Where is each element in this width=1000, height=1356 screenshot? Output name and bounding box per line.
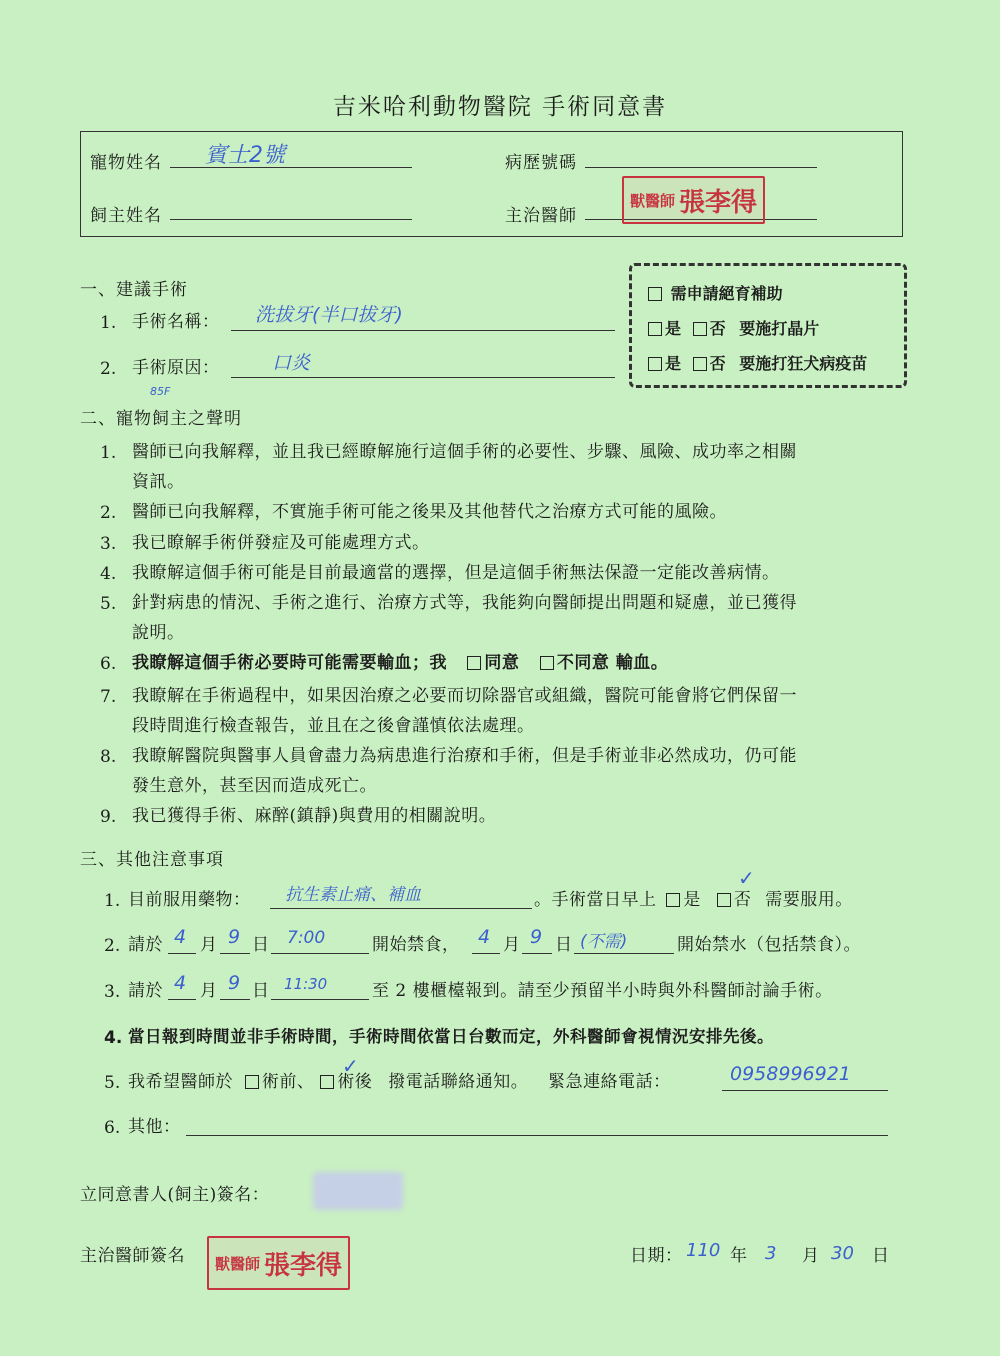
surgery-reason-line bbox=[231, 377, 615, 378]
doctor-stamp bbox=[622, 176, 765, 224]
checkin-time-value[interactable]: 11:30 bbox=[284, 975, 328, 993]
note-3-num: 3. bbox=[104, 982, 121, 1002]
statement-8-line2: 發生意外，甚至因而造成死亡。 bbox=[132, 776, 377, 796]
water-time-line bbox=[574, 953, 674, 954]
post-op-label: 術後 bbox=[337, 1072, 373, 1092]
fasting-month-line bbox=[168, 953, 196, 954]
checkmark-icon: ✓ bbox=[342, 1054, 359, 1078]
surgery-reason-num: 2. bbox=[100, 359, 117, 379]
note-4-text: 當日報到時間並非手術時間，手術時間依當日台數而定，外科醫師會視情況安排先後。 bbox=[128, 1027, 774, 1046]
statement-1-num: 1. bbox=[100, 443, 117, 463]
statement-7-line1: 我瞭解在手術過程中，如果因治療之必要而切除器官或組織，醫院可能會將它們保留一 bbox=[132, 686, 797, 706]
record-number-line[interactable] bbox=[585, 167, 817, 168]
medication-after-text: 。手術當日早上 bbox=[534, 890, 657, 910]
checkin-month-unit: 月 bbox=[200, 981, 218, 1001]
medication-no-checkbox[interactable] bbox=[717, 893, 731, 907]
microchip-yes-label: 是 bbox=[665, 319, 682, 338]
medication-yes-checkbox[interactable] bbox=[666, 893, 680, 907]
sterilization-subsidy-option[interactable] bbox=[648, 281, 783, 304]
statement-9-line1: 我已獲得手術、麻醉(鎮靜)與費用的相關說明。 bbox=[132, 806, 497, 826]
section2-heading: 二、寵物飼主之聲明 bbox=[80, 409, 242, 429]
signature-stamp-name: 張李得 bbox=[264, 1250, 343, 1281]
fasting-day-unit: 日 bbox=[252, 935, 270, 955]
rabies-no-label: 否 bbox=[709, 354, 726, 373]
rabies-option[interactable] bbox=[648, 351, 867, 374]
statement-1-line1: 醫師已向我解釋，並且我已經瞭解施行這個手術的必要性、步驟、風險、成功率之相關 bbox=[132, 442, 797, 462]
date-month-unit: 月 bbox=[802, 1246, 820, 1266]
water-day-value[interactable]: 9 bbox=[530, 926, 543, 948]
water-month-line bbox=[472, 953, 500, 954]
pet-name-value[interactable]: 賓士2號 bbox=[205, 143, 285, 168]
doctor-signature-stamp bbox=[207, 1236, 350, 1290]
surgery-name-num: 1. bbox=[100, 313, 117, 333]
medication-label: 目前服用藥物： bbox=[128, 890, 251, 910]
medication-question bbox=[534, 885, 853, 915]
microchip-no-label: 否 bbox=[709, 319, 726, 338]
rabies-yes-label: 是 bbox=[665, 354, 682, 373]
statement-7-num: 7. bbox=[100, 687, 117, 707]
water-day-unit: 日 bbox=[555, 935, 573, 955]
statement-1-line2: 資訊。 bbox=[132, 472, 185, 492]
statement-3-num: 3. bbox=[100, 534, 117, 554]
notify-prefix: 我希望醫師於 bbox=[128, 1072, 233, 1092]
doctor-signature-label: 主治醫師簽名 bbox=[80, 1246, 185, 1266]
owner-name-label: 飼主姓名 bbox=[90, 206, 162, 226]
statement-8-num: 8. bbox=[100, 747, 117, 767]
section3-heading: 三、其他注意事項 bbox=[80, 850, 224, 870]
fasting-start-text: 開始禁食， bbox=[372, 935, 460, 955]
rabies-label: 要施打狂犬病疫苗 bbox=[739, 354, 868, 373]
checkin-month-line bbox=[168, 999, 196, 1000]
fasting-time-value[interactable]: 7:00 bbox=[287, 928, 326, 948]
note-2-num: 2. bbox=[104, 936, 121, 956]
fasting-day-value[interactable]: 9 bbox=[228, 926, 241, 948]
statement-7-line2: 段時間進行檢查報告，並且在之後會謹慎依法處理。 bbox=[132, 716, 535, 736]
pre-op-label: 術前、 bbox=[261, 1072, 315, 1092]
surgery-name-value[interactable]: 洗拔牙(半口拔牙) bbox=[255, 304, 403, 326]
medication-value[interactable]: 抗生素止痛、補血 bbox=[285, 885, 421, 905]
statement-6-num: 6. bbox=[100, 654, 117, 674]
checkin-day-value[interactable]: 9 bbox=[228, 972, 241, 994]
microchip-option[interactable] bbox=[648, 316, 819, 339]
emergency-phone-label: 緊急連絡電話： bbox=[548, 1072, 671, 1092]
checkin-time-line bbox=[271, 999, 369, 1000]
owner-signature-label: 立同意書人(飼主)簽名： bbox=[80, 1185, 270, 1205]
fasting-time-line bbox=[271, 953, 369, 954]
microchip-yes-checkbox[interactable] bbox=[648, 322, 662, 336]
owner-name-line[interactable] bbox=[170, 219, 412, 220]
surgery-name-line bbox=[231, 330, 615, 331]
record-number-label: 病歷號碼 bbox=[505, 153, 577, 173]
checkmark-icon: ✓ bbox=[738, 866, 755, 890]
notify-line bbox=[128, 1067, 671, 1097]
water-day-line bbox=[522, 953, 552, 954]
date-year-unit: 年 bbox=[730, 1246, 748, 1266]
surgery-name-label: 手術名稱： bbox=[132, 312, 220, 332]
pre-op-checkbox[interactable] bbox=[245, 1075, 259, 1089]
emergency-phone-value[interactable]: 0958996921 bbox=[730, 1063, 851, 1085]
fasting-day-line bbox=[220, 953, 250, 954]
note-5-num: 5. bbox=[104, 1073, 121, 1093]
note-6-num: 6. bbox=[104, 1118, 121, 1138]
other-line[interactable] bbox=[186, 1135, 888, 1136]
statement-2-num: 2. bbox=[100, 503, 117, 523]
phone-line bbox=[722, 1090, 888, 1091]
notify-text: 撥電話聯絡通知。 bbox=[388, 1072, 529, 1092]
date-day-unit: 日 bbox=[872, 1246, 890, 1266]
statement-4-line1: 我瞭解這個手術可能是目前最適當的選擇，但是這個手術無法保證一定能改善病情。 bbox=[132, 563, 780, 583]
checkin-day-unit: 日 bbox=[252, 981, 270, 1001]
statement-8-line1: 我瞭解醫院與醫事人員會盡力為病患進行治療和手術，但是手術並非必然成功，仍可能 bbox=[132, 746, 797, 766]
statement-5-line1: 針對病患的情況、手術之進行、治療方式等，我能夠向醫師提出問題和疑慮，並已獲得 bbox=[132, 593, 797, 613]
other-label: 其他： bbox=[128, 1117, 181, 1137]
note-4-num: 4. bbox=[104, 1028, 123, 1048]
checkin-month-value[interactable]: 4 bbox=[174, 972, 187, 994]
checkin-day-line bbox=[220, 999, 250, 1000]
document-title: 吉米哈利動物醫院 手術同意書 bbox=[332, 94, 668, 120]
stamp-name: 張李得 bbox=[679, 187, 758, 218]
stamp-prefix: 獸醫師 bbox=[630, 191, 676, 210]
section1-heading: 一、建議手術 bbox=[80, 280, 188, 300]
statement-6-line1 bbox=[132, 648, 668, 678]
fasting-prefix: 請於 bbox=[128, 935, 163, 955]
statement-5-line2: 說明。 bbox=[132, 623, 185, 643]
water-month-unit: 月 bbox=[503, 935, 521, 955]
water-time-value[interactable]: (不需) bbox=[580, 932, 628, 952]
medication-line bbox=[270, 908, 532, 909]
medication-tail: 需要服用。 bbox=[765, 890, 853, 910]
microchip-no-checkbox[interactable] bbox=[693, 322, 707, 336]
info-box bbox=[80, 131, 903, 237]
statement-6-text: 我瞭解這個手術必要時可能需要輸血；我 bbox=[132, 653, 447, 673]
statement-5-num: 5. bbox=[100, 594, 117, 614]
water-start-text: 開始禁水（包括禁食）。 bbox=[677, 935, 861, 955]
note-1-num: 1. bbox=[104, 891, 121, 911]
statement-3-line1: 我已瞭解手術併發症及可能處理方式。 bbox=[132, 533, 430, 553]
rabies-yes-checkbox[interactable] bbox=[648, 357, 662, 371]
fasting-month-value[interactable]: 4 bbox=[174, 926, 187, 948]
rabies-no-checkbox[interactable] bbox=[693, 357, 707, 371]
checkin-text: 至 2 樓櫃檯報到。請至少預留半小時與外科醫師討論手術。 bbox=[372, 981, 833, 1001]
water-month-value[interactable]: 4 bbox=[478, 926, 491, 948]
checkin-prefix: 請於 bbox=[128, 981, 163, 1001]
date-month-value[interactable]: 3 bbox=[765, 1243, 777, 1264]
medication-no-label: 否 bbox=[733, 890, 752, 910]
subsidy-checkbox[interactable] bbox=[648, 287, 662, 301]
fasting-month-unit: 月 bbox=[200, 935, 218, 955]
transfusion-disagree-checkbox[interactable] bbox=[540, 656, 554, 670]
surgery-reason-value[interactable]: 口炎 bbox=[272, 352, 311, 374]
doctor-label: 主治醫師 bbox=[505, 206, 577, 226]
date-day-value[interactable]: 30 bbox=[831, 1243, 854, 1264]
statement-9-num: 9. bbox=[100, 807, 117, 827]
medication-yes-label: 是 bbox=[683, 890, 701, 910]
statement-2-line1: 醫師已向我解釋，不實施手術可能之後果及其他替代之治療方式可能的風險。 bbox=[132, 502, 727, 522]
owner-signature-redacted bbox=[313, 1172, 403, 1210]
date-label: 日期： bbox=[630, 1246, 683, 1266]
surgery-reason-label: 手術原因： bbox=[132, 358, 220, 378]
statement-4-num: 4. bbox=[100, 564, 117, 584]
transfusion-agree-label: 同意 bbox=[484, 653, 520, 673]
transfusion-agree-checkbox[interactable] bbox=[467, 656, 481, 670]
post-op-checkbox[interactable] bbox=[320, 1075, 334, 1089]
subsidy-label: 需申請絕育補助 bbox=[670, 284, 783, 303]
margin-note: 85F bbox=[150, 385, 171, 398]
signature-stamp-prefix: 獸醫師 bbox=[215, 1254, 261, 1273]
date-year-value[interactable]: 110 bbox=[686, 1240, 721, 1261]
transfusion-disagree-label: 不同意 輸血。 bbox=[556, 653, 669, 673]
microchip-label: 要施打晶片 bbox=[739, 319, 820, 338]
pet-name-label: 寵物姓名 bbox=[90, 153, 162, 173]
